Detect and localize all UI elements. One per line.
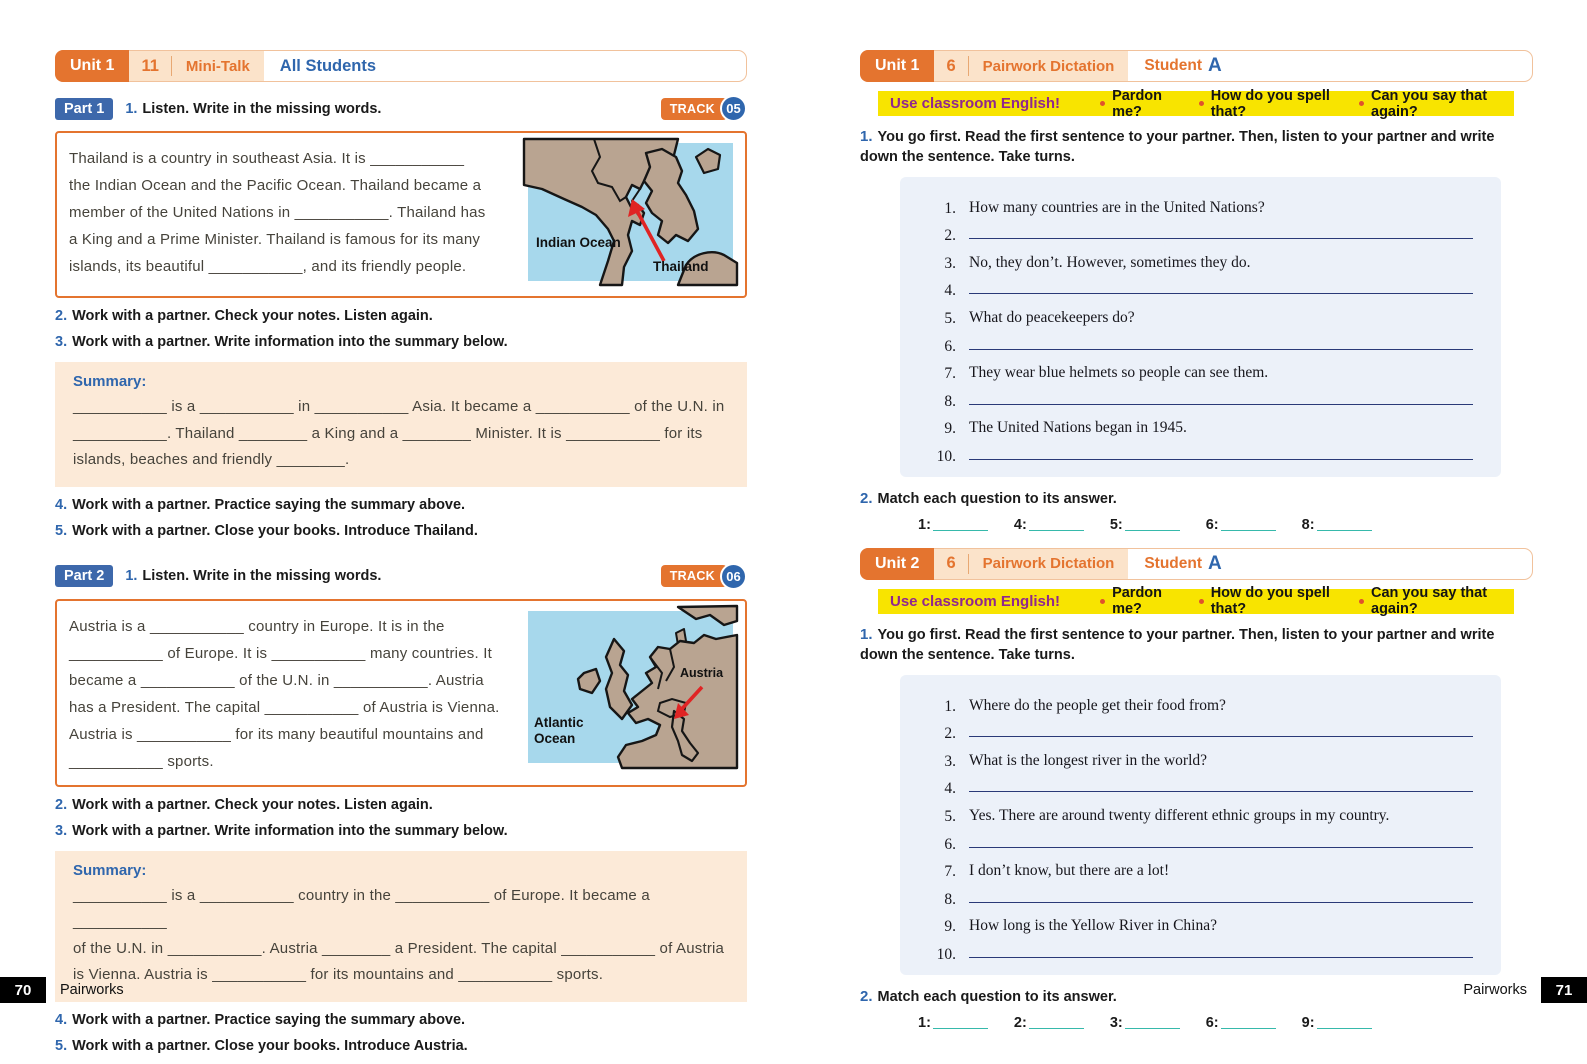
classroom-phrase <box>1175 88 1335 120</box>
part1-row <box>55 95 747 122</box>
map-label-country: Austria <box>680 665 724 680</box>
dictation-blank-line <box>969 293 1473 294</box>
activity-name: Mini-Talk <box>185 57 250 75</box>
dictation-row <box>924 328 1473 356</box>
step-number: 3. <box>55 334 68 350</box>
classroom-phrases <box>1076 585 1502 617</box>
classroom-english-title: Use classroom English! <box>890 592 1061 610</box>
dictation-sentence: They wear blue helmets so people can see them. <box>969 364 1269 382</box>
audience-label: All Students <box>279 56 377 75</box>
dictation-row <box>924 688 1473 716</box>
dictation-row <box>924 743 1473 771</box>
match-label: 4: <box>1013 516 1027 533</box>
match-blank <box>1302 517 1372 533</box>
dictation-row <box>924 190 1473 218</box>
match-instruction <box>860 489 1533 509</box>
footer-right <box>1449 977 1587 1003</box>
dictation-blank-line <box>969 238 1473 239</box>
classroom-phrase <box>1335 585 1502 617</box>
map-label-country: Thailand <box>653 259 709 274</box>
dictation-sentence: How long is the Yellow River in China? <box>969 917 1217 935</box>
match-label: 3: <box>1109 1014 1123 1031</box>
step-text: Work with a partner. Write information into the summary below. <box>72 822 508 839</box>
summary-line: is Vienna. Austria is ___________ for its mountains and ___________ sports. <box>73 966 604 983</box>
passage-line: a King and a Prime Minister. Thailand is famous for its many <box>69 231 481 248</box>
bullet-icon <box>1359 101 1364 106</box>
dictation-number: 2. <box>944 725 956 743</box>
dictation-row <box>924 826 1473 854</box>
step-number: 2. <box>860 489 873 507</box>
track-number: 06 <box>720 563 747 590</box>
match-blank-line <box>933 1028 988 1029</box>
passage-line: ___________ sports. <box>69 752 214 770</box>
dictation-number: 7. <box>944 365 956 383</box>
part1-steps-a <box>55 308 747 350</box>
instruction-step <box>55 823 747 839</box>
dictation-sentence: Where do the people get their food from? <box>969 696 1226 714</box>
match-row-2 <box>918 1015 1533 1031</box>
dictation-row <box>924 716 1473 744</box>
footer-label-left: Pairworks <box>60 982 124 998</box>
summary-line: of the U.N. in ___________. Austria ________ a President. The capital ___________ of Austria <box>73 939 725 957</box>
activity-number: 6 <box>946 554 956 573</box>
dictation-blank-line <box>969 957 1473 958</box>
summary-line: islands, beaches and friendly ________. <box>73 451 350 468</box>
phrase-text: Can you say that again? <box>1371 585 1488 618</box>
dictation-instruction <box>860 127 1533 167</box>
step-number: 3. <box>55 822 68 839</box>
passage-text <box>69 611 514 775</box>
instruction-step <box>55 334 747 350</box>
dictation-box-1 <box>900 177 1501 477</box>
track-badge <box>661 563 747 590</box>
match-label: 6: <box>1205 516 1219 533</box>
unit-header-strip <box>129 51 263 81</box>
dictation-blank-line <box>969 459 1473 460</box>
match-label: 9: <box>1301 1014 1315 1031</box>
bullet-icon <box>1100 101 1105 106</box>
map-label-ocean-2: Ocean <box>534 730 576 746</box>
activity-name: Pairwork Dictation <box>982 555 1115 573</box>
phrase-text: Pardon me? <box>1112 585 1163 618</box>
step-text: Listen. Write in the missing words. <box>142 100 382 117</box>
student-letter: A <box>1208 552 1222 574</box>
summary-line: ___________. Thailand ________ a King and a ________ Minister. It is ___________ for its <box>73 424 703 442</box>
classroom-phrases <box>1076 88 1502 120</box>
step-number: 1. <box>125 100 138 117</box>
student-label <box>1128 549 1237 579</box>
dictation-sentence: How many countries are in the United Nations? <box>969 198 1265 216</box>
match-label: 1: <box>918 516 931 533</box>
part2-steps-b <box>55 1012 747 1054</box>
step-number: 1. <box>860 128 873 145</box>
dictation-blank-line <box>969 847 1473 848</box>
instruction-text: You go first. Read the first sentence to your partner. Then, listen to your partner and write down the sentence. Take turns. <box>860 626 1495 663</box>
classroom-phrase <box>1076 585 1175 617</box>
austria-map <box>528 611 733 775</box>
passage-line: became a ___________ of the U.N. in ___________. Austria <box>69 671 484 689</box>
match-blank <box>1014 517 1084 533</box>
thailand-map <box>528 143 733 286</box>
unit-header-strip <box>934 51 1128 81</box>
dictation-blank-line <box>969 736 1473 737</box>
dictation-row <box>924 936 1473 964</box>
track-badge <box>661 95 747 122</box>
passage-line: ___________ of Europe. It is ___________ many countries. It <box>69 644 492 662</box>
step-text: Work with a partner. Close your books. Introduce Thailand. <box>72 522 478 539</box>
passage-text <box>69 143 514 286</box>
instruction-step <box>55 1012 747 1028</box>
match-blank-line <box>1317 530 1372 531</box>
activity-name: Pairwork Dictation <box>982 57 1115 75</box>
part2-steps-a <box>55 797 747 839</box>
step-text: Work with a partner. Check your notes. Listen again. <box>72 796 433 813</box>
match-blank <box>1206 1015 1276 1031</box>
match-label: 5: <box>1109 516 1123 533</box>
match-blank-line <box>1221 530 1276 531</box>
bullet-icon <box>1199 101 1204 106</box>
dictation-sentence: I don’t know, but there are a lot! <box>969 862 1170 880</box>
passage-line: Austria is ___________ for its many beautiful mountains and <box>69 725 484 743</box>
match-blank-line <box>1125 1028 1180 1029</box>
unit-header <box>860 50 1533 82</box>
passage-line: member of the United Nations in ___________. Thailand has <box>69 204 486 221</box>
dictation-number: 5. <box>944 807 956 825</box>
step-number: 2. <box>860 987 873 1005</box>
instruction-text: You go first. Read the first sentence to your partner. Then, listen to your partner and write down the sentence. Take turns. <box>860 129 1495 165</box>
step-text: Listen. Write in the missing words. <box>142 568 382 584</box>
dictation-number: 6. <box>944 835 956 853</box>
summary-line: ___________ is a ___________ country in the ___________ of Europe. It became a ___________ <box>73 886 650 930</box>
dictation-row <box>924 881 1473 909</box>
match-blank-line <box>1029 1028 1084 1029</box>
dictation-number: 10. <box>936 945 956 963</box>
dictation-row <box>924 411 1473 439</box>
part2-row <box>55 563 747 590</box>
summary-text <box>73 883 729 989</box>
track-number: 05 <box>720 95 747 122</box>
dictation-number: 10. <box>936 447 956 465</box>
summary-title: Summary: <box>73 373 147 390</box>
dictation-number: 1. <box>944 199 956 217</box>
unit-header <box>55 50 747 82</box>
match-blank <box>1206 517 1276 533</box>
page-number-right: 71 <box>1541 977 1587 1003</box>
step-number: 1. <box>860 625 873 643</box>
dictation-number: 8. <box>944 890 956 908</box>
track-label: TRACK <box>661 565 727 587</box>
match-label: 2: <box>1013 1014 1027 1031</box>
match-label: 6: <box>1205 1014 1219 1031</box>
dictation-number: 8. <box>944 392 956 410</box>
summary-box-austria <box>55 851 747 1002</box>
match-blank <box>1110 517 1180 533</box>
summary-title: Summary: <box>73 861 147 879</box>
step-number: 5. <box>55 522 68 539</box>
footer-left <box>0 977 138 1003</box>
dictation-row <box>924 771 1473 799</box>
student-word: Student <box>1144 554 1203 572</box>
step-number: 1. <box>125 568 138 584</box>
unit-badge: Unit 1 <box>55 50 129 82</box>
phrase-text: How do you spell that? <box>1210 87 1330 120</box>
match-instruction <box>860 987 1533 1007</box>
dictation-blank-line <box>969 404 1473 405</box>
dictation-number: 9. <box>944 918 956 936</box>
dictation-blank-line <box>969 349 1473 350</box>
dictation-instruction <box>860 625 1533 665</box>
classroom-english-title: Use classroom English! <box>890 95 1061 112</box>
phrase-text: Can you say that again? <box>1371 87 1488 120</box>
track-label: TRACK <box>661 98 727 120</box>
summary-box-thailand <box>55 362 747 487</box>
activity-number: 11 <box>141 56 159 75</box>
dictation-row <box>924 798 1473 826</box>
passage-box-austria <box>55 599 747 787</box>
match-blank <box>1110 1015 1180 1031</box>
dictation-box-2 <box>900 675 1501 975</box>
step-text: Work with a partner. Write information into the summary below. <box>72 334 508 350</box>
student-word: Student <box>1144 57 1203 74</box>
map-label-ocean: Indian Ocean <box>536 235 621 250</box>
bullet-icon <box>1359 599 1364 604</box>
dictation-sentence: What do peacekeepers do? <box>969 308 1135 326</box>
dictation-sentence: What is the longest river in the world? <box>969 751 1208 769</box>
dictation-sentence: Yes. There are around twenty different ethnic groups in my country. <box>969 806 1390 824</box>
footer-label-right: Pairworks <box>1463 982 1527 998</box>
student-label <box>1128 51 1237 81</box>
match-blank-line <box>933 530 988 531</box>
dictation-number: 6. <box>944 337 956 355</box>
step-number: 4. <box>55 1011 68 1028</box>
classroom-english-bar <box>878 585 1514 618</box>
match-blank-line <box>1221 1028 1276 1029</box>
match-blank-line <box>1317 1028 1372 1029</box>
phrase-text: Pardon me? <box>1112 87 1163 120</box>
match-row-1 <box>918 517 1533 533</box>
dictation-row <box>924 300 1473 328</box>
classroom-english-bar <box>878 87 1514 120</box>
dictation-number: 7. <box>944 863 956 881</box>
passage-line: has a President. The capital ___________ of Austria is Vienna. <box>69 698 500 716</box>
dictation-number: 3. <box>944 752 956 770</box>
part-badge: Part 1 <box>55 98 113 120</box>
dictation-row <box>924 356 1473 384</box>
page-right <box>860 50 1533 1031</box>
step-text: Work with a partner. Close your books. Introduce Austria. <box>72 1037 468 1054</box>
dictation-row <box>924 854 1473 882</box>
page-number-left: 70 <box>0 977 46 1003</box>
instruction-step <box>55 497 747 513</box>
dictation-number: 4. <box>944 780 956 798</box>
dictation-row <box>924 245 1473 273</box>
unit-header <box>860 548 1533 580</box>
match-blank-line <box>1029 530 1084 531</box>
page-left <box>55 50 747 1064</box>
passage-line: Thailand is a country in southeast Asia. It is ___________ <box>69 150 465 167</box>
passage-box-thailand <box>55 131 747 298</box>
match-blank <box>1302 1015 1372 1031</box>
unit-badge: Unit 2 <box>860 548 934 580</box>
instruction-step <box>55 523 747 539</box>
unit-header-strip <box>934 549 1128 579</box>
step-number: 2. <box>55 796 68 813</box>
step-number: 2. <box>55 308 68 324</box>
classroom-phrase <box>1335 88 1502 120</box>
bullet-icon <box>1199 599 1204 604</box>
summary-line: ___________ is a ___________ in ___________ Asia. It became a ___________ of the U.N. in <box>73 398 725 415</box>
step-text: Work with a partner. Check your notes. Listen again. <box>72 308 433 324</box>
dictation-number: 4. <box>944 282 956 300</box>
step-text: Work with a partner. Practice saying the summary above. <box>72 496 466 513</box>
dictation-row <box>924 909 1473 937</box>
dictation-row <box>924 273 1473 301</box>
passage-line: islands, its beautiful ___________, and its friendly people. <box>69 258 467 275</box>
step-number: 5. <box>55 1037 68 1054</box>
match-blank-line <box>1125 530 1180 531</box>
part-badge: Part 2 <box>55 565 113 587</box>
dictation-number: 3. <box>944 254 956 272</box>
dictation-row <box>924 438 1473 466</box>
dictation-blank-line <box>969 902 1473 903</box>
dictation-number: 5. <box>944 309 956 327</box>
match-blank <box>1014 1015 1084 1031</box>
instruction-text: Match each question to its answer. <box>877 490 1117 507</box>
bullet-icon <box>1100 599 1105 604</box>
dictation-sentence: No, they don’t. However, sometimes they do. <box>969 253 1251 271</box>
instruction-step <box>55 797 747 813</box>
dictation-number: 1. <box>944 697 956 715</box>
match-label: 8: <box>1301 516 1315 533</box>
student-letter: A <box>1208 55 1222 76</box>
match-label: 1: <box>918 1014 931 1031</box>
map-label-ocean-1: Atlantic <box>534 714 584 730</box>
passage-line: Austria is a ___________ country in Europe. It is in the <box>69 617 445 635</box>
instruction-step <box>55 1038 747 1054</box>
dictation-row <box>924 383 1473 411</box>
part1-steps-b <box>55 497 747 539</box>
dictation-sentence: The United Nations began in 1945. <box>969 419 1187 437</box>
dictation-number: 9. <box>944 420 956 438</box>
dictation-blank-line <box>969 791 1473 792</box>
step-text: Work with a partner. Practice saying the summary above. <box>72 1011 466 1028</box>
classroom-phrase <box>1076 88 1175 120</box>
instruction-step <box>55 308 747 324</box>
unit-badge: Unit 1 <box>860 50 934 82</box>
classroom-phrase <box>1175 585 1335 617</box>
passage-line: the Indian Ocean and the Pacific Ocean. Thailand became a <box>69 177 482 194</box>
match-blank <box>918 517 988 533</box>
step-number: 4. <box>55 496 68 513</box>
summary-text <box>73 394 729 474</box>
dictation-row <box>924 218 1473 246</box>
phrase-text: How do you spell that? <box>1210 585 1330 618</box>
dictation-number: 2. <box>944 227 956 245</box>
activity-number: 6 <box>946 56 956 75</box>
match-blank <box>918 1015 988 1031</box>
instruction-text: Match each question to its answer. <box>877 988 1117 1005</box>
